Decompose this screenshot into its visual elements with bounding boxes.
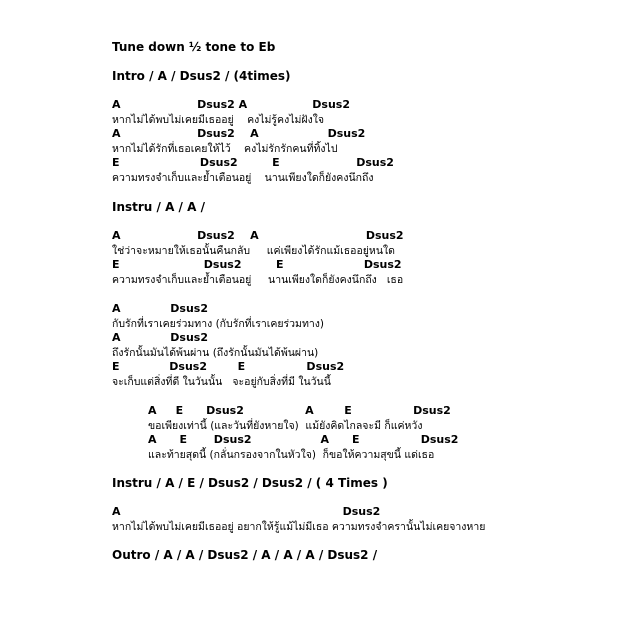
chord-line: A Dsus2 <box>112 302 209 315</box>
lyric-line: จะเก็บแต่สิ่งที่ดี ในวันนั้น จะอยู่กับสิ่งที่มี ในวันนี้ <box>112 376 331 388</box>
chord-line: A Dsus2 A Dsus2 <box>112 229 404 242</box>
instru-line: Instru / A / E / Dsus2 / Dsus2 / ( 4 Times ) <box>112 476 388 490</box>
lyric-line: ขอเพียงเท่านี้ (และวันที่ยังหายใจ) แม้ยังคิดไกลจะมี ก็แค่หวัง <box>148 420 423 432</box>
lyric-line: หากไม่ได้รักที่เธอเคยให้ไว้ คงไม่รักรักคนที่ทิ้งไป <box>112 143 338 155</box>
lyric-line: กับรักที่เราเคยร่วมทาง (กับรักที่เราเคยร่วมทาง) <box>112 318 324 330</box>
chord-line: A E Dsus2 A E Dsus2 <box>148 433 459 446</box>
intro-line: Intro / A / Dsus2 / (4times) <box>112 69 291 83</box>
chord-line: A Dsus2 <box>112 331 209 344</box>
lyric-line: และท้ายสุดนี้ (กลั่นกรองจากในหัวใจ) ก็ขอให้ความสุขนี้ แด่เธอ <box>148 449 435 461</box>
chord-line: A Dsus2 A Dsus2 <box>112 127 366 140</box>
instru-line: Instru / A / A / <box>112 200 205 214</box>
lyric-line: ความทรงจำเก็บและย้ำเตือนอยู่ นานเพียงใดก็ยังคงนึกถึง <box>112 172 374 184</box>
lyric-line: หากไม่ได้พบไม่เคยมีเธออยู่ อยากให้รู้แม้ไม่มีเธอ ความทรงจำครานั้นไม่เคยจางหาย <box>112 521 486 533</box>
chord-line: E Dsus2 E Dsus2 <box>112 360 345 373</box>
chord-line: A E Dsus2 A E Dsus2 <box>148 404 451 417</box>
lyric-line: ใช่ว่าจะหมายให้เธอนั้นคืนกลับ แค่เพียงได้รักแม้เธออยู่หนใด <box>112 245 395 257</box>
lyric-line: ความทรงจำเก็บและย้ำเตือนอยู่ นานเพียงใดก็ยังคงนึกถึง เธอ <box>112 274 404 286</box>
chord-line: A Dsus2 A Dsus2 <box>112 98 350 111</box>
outro-line: Outro / A / A / Dsus2 / A / A / A / Dsus2 / <box>112 548 378 562</box>
lyric-line: หากไม่ได้พบไม่เคยมีเธออยู่ คงไม่รู้คงไม่ฝังใจ <box>112 114 324 126</box>
chord-line: E Dsus2 E Dsus2 <box>112 156 394 169</box>
lyric-line: ถึงรักนั้นมันได้พ้นผ่าน (ถึงรักนั้นมันได้พ้นผ่าน) <box>112 347 319 359</box>
chord-line: E Dsus2 E Dsus2 <box>112 258 402 271</box>
chord-line: A Dsus2 <box>112 505 381 518</box>
tuning-note: Tune down ½ tone to Eb <box>112 40 276 54</box>
